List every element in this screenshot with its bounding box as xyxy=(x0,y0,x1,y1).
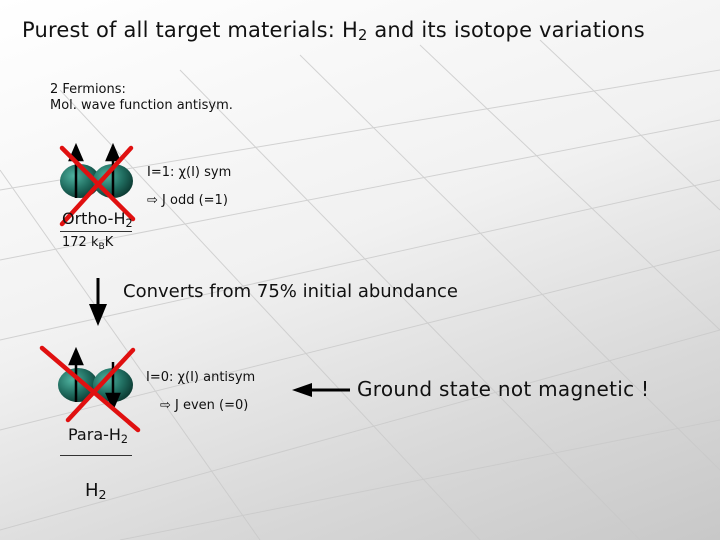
para-h2-name: Para-$H_2$ xyxy=(68,425,129,446)
ortho-j-label: ⇨ J odd (=1) xyxy=(147,193,228,208)
h2-label: $H_2$ xyxy=(85,480,107,502)
ground-state-note: Ground state not magnetic ! xyxy=(357,377,650,401)
arrow-left-icon xyxy=(292,383,350,397)
arrow-down-icon xyxy=(89,278,107,326)
fermions-line-2: Mol. wave function antisym. xyxy=(50,98,233,113)
para-j-label: ⇨ J even (=0) xyxy=(160,398,249,413)
ortho-h2-name: Ortho-$H_2$ xyxy=(62,209,133,230)
para-molecule xyxy=(58,350,133,408)
para-underline xyxy=(60,455,132,456)
page-title: Purest of all target materials: $H_2$ and its isotope variations xyxy=(22,18,645,44)
ortho-underline xyxy=(60,231,132,232)
fermions-line-1: 2 Fermions: xyxy=(50,82,126,97)
ortho-spin-label: I=1: χ(I) sym xyxy=(147,165,232,180)
para-spin-label: I=0: χ(I) antisym xyxy=(146,370,256,385)
conversion-note: Converts from 75% initial abundance xyxy=(123,281,458,302)
ortho-energy: 172 $k_BK$ xyxy=(62,235,114,252)
